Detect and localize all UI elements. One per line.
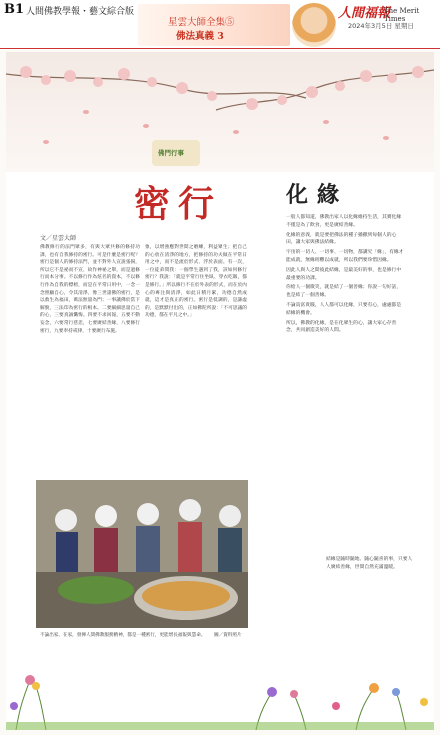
banner-line-1: 星雲大師全集⑤ [168,17,235,28]
article-title: 密行 [134,183,223,225]
footer-flowers [6,636,434,730]
poem-paragraph: 因此人與人之間彼此結緣，是最美好的事，也是修行中最重要的功課。 [286,267,402,281]
article-body-column-2: 象，以增強應對世間之磨練，利益眾生；把自己的心放在清淨的地方，把修持的功夫做在平常日用之中，而不是流於形式、浮於表面。有一次，一位徒弟問我：一個學生遇到了我，該如何修行密行？我說：「就是平常行住坐臥、穿衣吃飯，都是修行。」所以修行不在於外表的形式，而在於內心的專注與清淨，如此日積月累，功德自然成就，這才是真正的密行。密行是低調的，是謙虛的，是默默付出的，正如佛陀所說：「不可思議的功德，都在平凡之中。」 [145,245,247,319]
cherry-blossom-backdrop [6,52,434,172]
poem-title: 化緣 [286,182,349,208]
issue-date: 2024年3月5日 星期日 [348,22,414,30]
master-portrait-image [292,3,336,47]
column-logo-text: 佛門行事 [158,149,184,157]
flower-garden-illustration [6,636,434,730]
kitchen-scene-illustration [36,480,248,628]
section-name: 人間佛教學報・藝文綜合版 [26,7,135,17]
poem-body [286,214,404,337]
poem-paragraph: 所以，佛教的化緣，是在化眾生的心，讓大家心存善念，共同創造美好的人間。 [286,320,397,334]
poem-paragraph: 宇宙的一切人、一切事、一切物，都講究「緣」，有緣才能成就，無緣則難以成就，所以我們要珍惜因緣。 [286,250,404,263]
blossom-branches-illustration [6,52,434,172]
article-body-column-1: 佛教修行的法門眾多，有與大眾共修的修持功課，也有自我修持的密行。可是什麼是密行呢？密行是個人的修持法門，並不對外人宣說張揚，所以它不是祕而不宣、故作神祕之舉，而是過修行而本分事。不以修行作為炫名的資本，不以修行作為自我的標榜，而是在平常日用中，一念一念照顧自心，令其清淨。像三世諸佛的密行，是以救生為福田，萬法無量為門；一事讓佛於當下解脫，三法印為密行的根本。二要細細思量自己的心，三要真誠懺悔。四要不求回報，五要不動妄念，六要常行慈悲，七要廣結善緣，八要修行密行，九要奉持戒律，十要廣行布施。 [40,245,140,334]
header-divider [0,48,440,49]
poem-paragraph: 你給人一個微笑，就是結了一個善緣；你說一句好話，也是結了一個善緣。 [286,285,402,299]
poem-paragraph: 化緣的意義，就是要把佛法的種子播撒到每個人的心田，讓大家與佛法結緣。 [286,232,397,246]
photo-credit: 圖／資料照片 [214,633,242,638]
photo-caption: 不論出家、在家，發揮人間佛教服務精神，都是一種密行，更能增長福報與慧命。 [40,633,206,638]
poem-ending: 結緣是隨時隨地、隨心隨喜的事，只要人人廣結善緣，世間自然充滿溫暖。 [326,557,413,570]
section-code: B1 [4,2,25,17]
newspaper-masthead-english: The Merit Times [384,7,420,23]
volunteers-cooking-photo [36,480,248,628]
newspaper-masthead: 人間福報 [338,6,391,21]
banner-line-2: 佛法真義 3 [176,31,224,42]
poem-paragraph: 不論貧富貴賤，人人都可以化緣，只要有心，處處都是結緣的機會。 [286,302,402,316]
poem-paragraph: 一般人都知道，佛教出家人以化緣維持生活，其實化緣不僅是為了飲食，更是廣結善緣。 [286,215,402,228]
article-author: 文／星雲大師 [40,235,77,242]
